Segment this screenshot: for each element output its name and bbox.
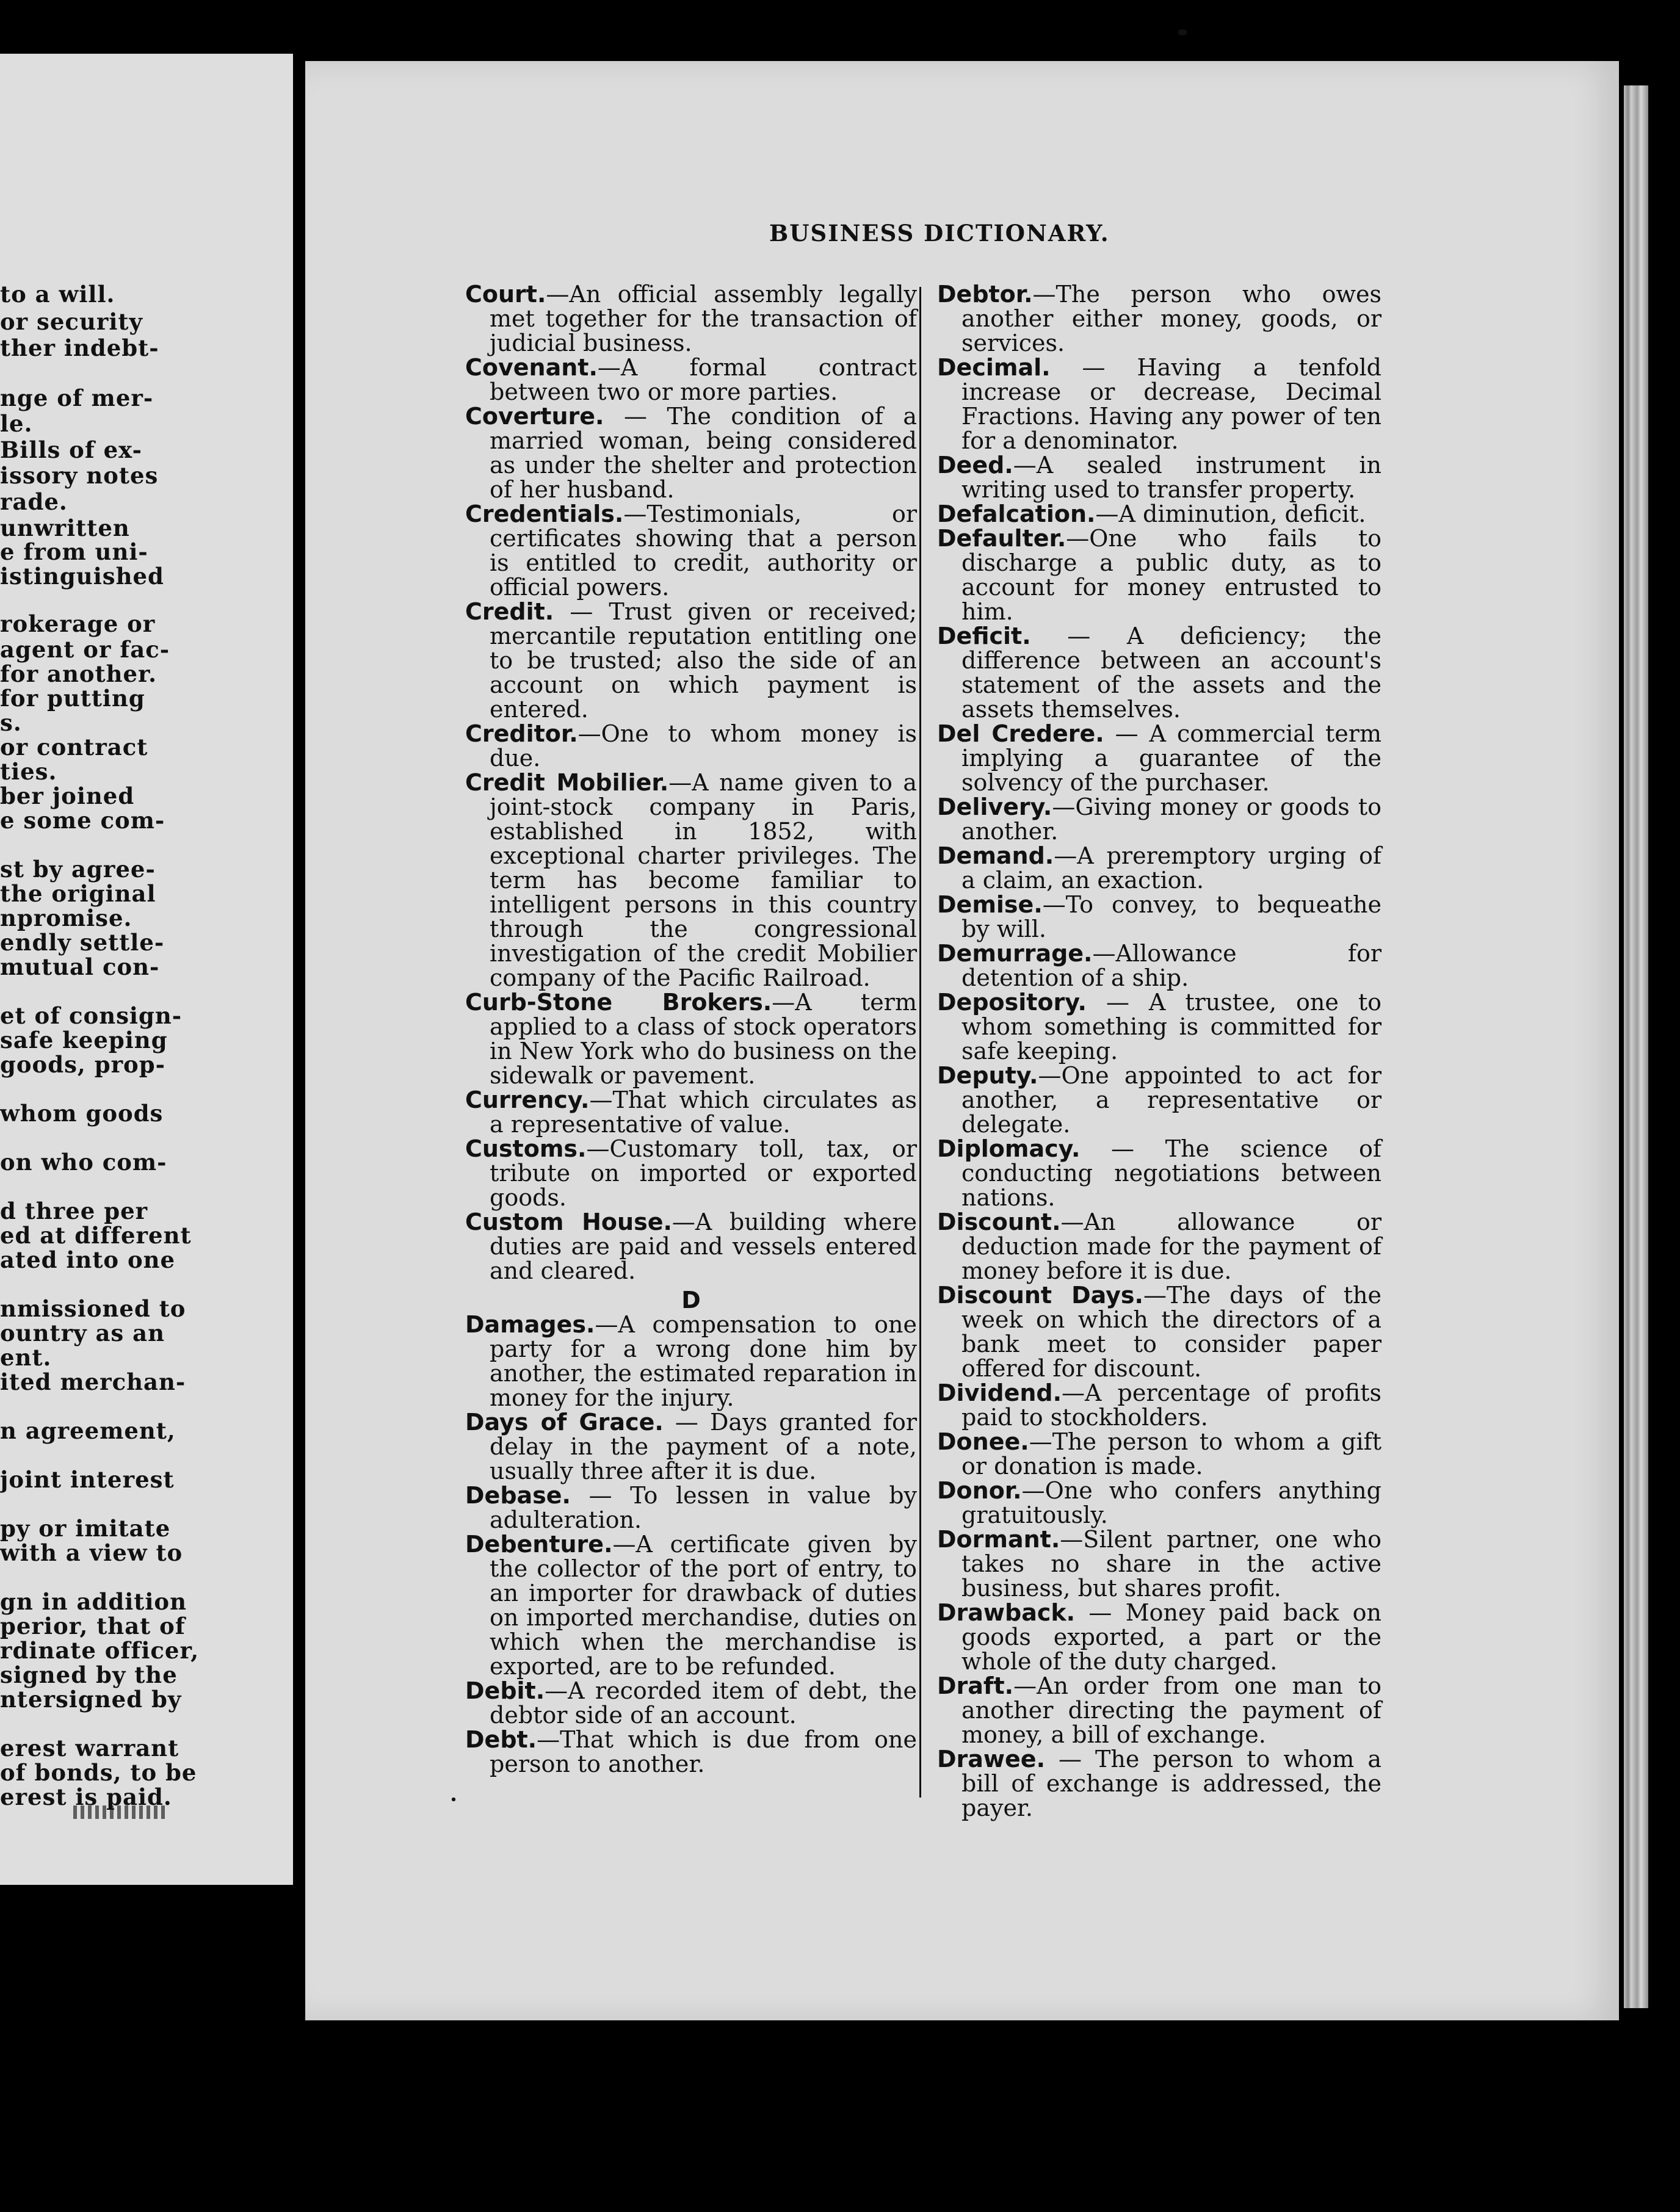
facing-page-line: perior, that of bbox=[0, 1613, 186, 1639]
dictionary-entry bbox=[465, 1483, 917, 1532]
entry-term: Credit. bbox=[465, 598, 554, 625]
entry-term: Discount. bbox=[937, 1209, 1061, 1235]
facing-page-line: for another. bbox=[0, 660, 158, 687]
dictionary-entry bbox=[937, 453, 1381, 502]
facing-page-line: rade. bbox=[0, 488, 68, 515]
entry-definition: —Allowance for detention of a ship. bbox=[961, 940, 1381, 991]
dictionary-entry bbox=[465, 770, 917, 990]
dictionary-entry bbox=[465, 1210, 917, 1283]
dictionary-entry bbox=[937, 1283, 1381, 1381]
entry-term: Dividend. bbox=[937, 1379, 1062, 1406]
dictionary-entry bbox=[937, 1527, 1381, 1600]
facing-page-line: unwritten bbox=[0, 515, 130, 541]
facing-page-line: on who com- bbox=[0, 1149, 167, 1176]
dictionary-entry bbox=[937, 1747, 1381, 1820]
facing-page-line: ent. bbox=[0, 1344, 52, 1371]
entry-definition: — Having a tenfold increase or decrease, Decimal Fractions. Having any power of ten for a denominator. bbox=[961, 354, 1381, 454]
facing-page-line: le. bbox=[0, 410, 33, 437]
dictionary-entry bbox=[937, 624, 1381, 721]
dictionary-entry bbox=[465, 599, 917, 721]
entry-definition: —One appointed to act for another, a representative or delegate. bbox=[961, 1062, 1381, 1138]
entry-term: Drawback. bbox=[937, 1599, 1076, 1626]
dictionary-entry bbox=[465, 1727, 917, 1776]
facing-page-line: e some com- bbox=[0, 807, 165, 834]
dictionary-entry bbox=[465, 1532, 917, 1679]
facing-page-line: npromise. bbox=[0, 905, 132, 931]
entry-term: Delivery. bbox=[937, 793, 1052, 820]
entry-term: Court. bbox=[465, 281, 546, 308]
dictionary-entry bbox=[465, 282, 917, 355]
facing-page-line: ber joined bbox=[0, 783, 135, 809]
entry-definition: —One who fails to discharge a public duty, as to account for money entrusted to him. bbox=[961, 525, 1381, 625]
entry-term: Deficit. bbox=[937, 623, 1031, 649]
entry-term: Currency. bbox=[465, 1086, 590, 1113]
entry-term: Defalcation. bbox=[937, 501, 1096, 527]
entry-term: Deed. bbox=[937, 452, 1013, 479]
facing-page-line: gn in addition bbox=[0, 1588, 187, 1615]
entry-definition: — Money paid back on goods exported, a part or the whole of the duty charged. bbox=[961, 1599, 1381, 1675]
dictionary-entry bbox=[937, 721, 1381, 795]
facing-page-line: for putting bbox=[0, 685, 145, 712]
entry-definition: —That which circulates as a representative of value. bbox=[490, 1086, 917, 1138]
dictionary-entry bbox=[937, 355, 1381, 453]
entry-term: Debenture. bbox=[465, 1531, 613, 1558]
entry-term: Del Credere. bbox=[937, 720, 1104, 747]
facing-page-line: agent or fac- bbox=[0, 636, 170, 663]
entry-definition: — The person to whom a bill of exchange is addressed, the payer. bbox=[961, 1746, 1381, 1821]
left-column bbox=[465, 282, 917, 1776]
dictionary-entry bbox=[937, 892, 1381, 941]
entry-definition: —A formal contract between two or more parties. bbox=[490, 354, 917, 405]
entry-term: Diplomacy. bbox=[937, 1135, 1081, 1162]
facing-page-line: et of consign- bbox=[0, 1002, 183, 1029]
entry-definition: —One to whom money is due. bbox=[490, 720, 917, 772]
facing-page-line: or security bbox=[0, 308, 143, 335]
entry-term: Deputy. bbox=[937, 1062, 1038, 1089]
page-edge-stack bbox=[1624, 85, 1648, 2008]
facing-page-line: goods, prop- bbox=[0, 1051, 165, 1078]
facing-page-line: st by agree- bbox=[0, 856, 156, 883]
dictionary-entry bbox=[937, 1381, 1381, 1429]
entry-definition: —A term applied to a class of stock operators in New York who do business on the sidewalk or pavement. bbox=[490, 989, 917, 1089]
dictionary-entry bbox=[937, 1478, 1381, 1527]
facing-page-line: ountry as an bbox=[0, 1320, 165, 1346]
entry-term: Days of Grace. bbox=[465, 1409, 664, 1436]
entry-definition: —A recorded item of debt, the debtor side of an account. bbox=[490, 1677, 917, 1729]
facing-page-fragment bbox=[0, 54, 293, 1885]
entry-definition: — The condition of a married woman, being considered as under the shelter and protection of her husband. bbox=[490, 403, 917, 503]
entry-definition: —A certificate given by the collector of the port of entry, to an importer for drawback of duties on imported merchandise, duties on which when the merchandise is exported, are to be refunded. bbox=[490, 1531, 917, 1680]
entry-term: Decimal. bbox=[937, 354, 1051, 381]
dictionary-entry bbox=[937, 1063, 1381, 1137]
entry-term: Debtor. bbox=[937, 281, 1033, 308]
facing-page-line: rdinate officer, bbox=[0, 1637, 200, 1664]
dictionary-entry bbox=[937, 1429, 1381, 1478]
entry-definition: —Silent partner, one who takes no share in the active business, but shares profit. bbox=[961, 1526, 1381, 1602]
entry-definition: —Giving money or goods to another. bbox=[961, 793, 1381, 845]
entry-term: Donee. bbox=[937, 1428, 1029, 1455]
entry-definition: — A trustee, one to whom something is committed for safe keeping. bbox=[961, 989, 1381, 1064]
entry-term: Custom House. bbox=[465, 1209, 672, 1235]
dictionary-entry bbox=[937, 1137, 1381, 1210]
entry-definition: —A compensation to one party for a wrong done him by another, the estimated reparation in money for the injury. bbox=[490, 1311, 917, 1411]
entry-term: Credit Mobilier. bbox=[465, 769, 669, 796]
entry-definition: — The science of conducting negotiations between nations. bbox=[961, 1135, 1381, 1211]
entry-definition: —An official assembly legally met together for the transaction of judicial business. bbox=[490, 281, 917, 356]
entry-term: Dormant. bbox=[937, 1526, 1060, 1553]
facing-page-line: rokerage or bbox=[0, 610, 156, 637]
scan-speck bbox=[1178, 29, 1187, 35]
dictionary-entry bbox=[937, 844, 1381, 892]
facing-page-line: n agreement, bbox=[0, 1417, 176, 1444]
dictionary-entry bbox=[937, 282, 1381, 355]
entry-definition: —A building where duties are paid and vessels entered and cleared. bbox=[490, 1209, 917, 1284]
entry-term: Defaulter. bbox=[937, 525, 1066, 552]
entry-definition: — A commercial term implying a guarantee of the solvency of the purchaser. bbox=[961, 720, 1381, 796]
dictionary-entry bbox=[937, 1600, 1381, 1674]
entry-term: Coverture. bbox=[465, 403, 604, 430]
entry-definition: —An allowance or deduction made for the payment of money before it is due. bbox=[961, 1209, 1381, 1284]
entry-term: Debt. bbox=[465, 1726, 537, 1753]
entry-definition: —To convey, to bequeathe by will. bbox=[961, 891, 1381, 942]
dictionary-entry bbox=[465, 1312, 917, 1410]
dictionary-entry bbox=[465, 355, 917, 404]
facing-page-line: of bonds, to be bbox=[0, 1759, 197, 1786]
facing-page-line: ntersigned by bbox=[0, 1686, 182, 1713]
entry-definition: —An order from one man to another directing the payment of money, a bill of exchange. bbox=[961, 1672, 1381, 1748]
dictionary-entry bbox=[937, 990, 1381, 1063]
dictionary-entry bbox=[465, 404, 917, 502]
facing-page-line: with a view to bbox=[0, 1539, 183, 1566]
entry-term: Demand. bbox=[937, 842, 1054, 869]
facing-page-line: py or imitate bbox=[0, 1515, 171, 1542]
entry-definition: — Trust given or received; mercantile reputation entitling one to be trusted; also the side of an account on which payment is entered. bbox=[490, 598, 917, 723]
entry-definition: —A diminution, deficit. bbox=[1095, 501, 1366, 527]
facing-page-line: safe keeping bbox=[0, 1027, 168, 1054]
entry-definition: — To lessen in value by adulteration. bbox=[490, 1482, 917, 1533]
entry-definition: —Testimonials, or certificates showing that a person is entitled to credit, authority or official powers. bbox=[490, 501, 917, 601]
dictionary-entry bbox=[465, 1137, 917, 1210]
facing-page-line: ited merchan- bbox=[0, 1368, 186, 1395]
facing-page-line: joint interest bbox=[0, 1466, 175, 1493]
dictionary-entry bbox=[465, 502, 917, 599]
entry-definition: —A preremptory urging of a claim, an exaction. bbox=[961, 842, 1381, 894]
facing-page-line: erest warrant bbox=[0, 1735, 179, 1762]
facing-page-line: endly settle- bbox=[0, 929, 165, 956]
facing-page-line: ties. bbox=[0, 758, 57, 785]
entry-definition: —The days of the week on which the directors of a bank meet to consider paper offered for discount. bbox=[961, 1282, 1381, 1382]
facing-page-line: to a will. bbox=[0, 281, 115, 308]
dictionary-entry bbox=[465, 1410, 917, 1483]
entry-definition: —The person who owes another either money, goods, or services. bbox=[961, 281, 1381, 356]
dictionary-entry bbox=[937, 1210, 1381, 1283]
entry-definition: —A name given to a joint-stock company in Paris, established in 1852, with exceptional charter privileges. The term has become familiar to intelligent persons in this country through the congressional investigation of the credit Mobilier company of the Pacific Railroad. bbox=[490, 769, 918, 991]
dictionary-entry bbox=[937, 795, 1381, 844]
facing-page-line: Bills of ex- bbox=[0, 436, 142, 463]
entry-term: Curb-Stone Brokers. bbox=[465, 989, 772, 1016]
entry-definition: — A deficiency; the difference between an account's statement of the assets and the assets themselves. bbox=[961, 623, 1381, 723]
facing-page-line: the original bbox=[0, 880, 156, 907]
entry-definition: —Customary toll, tax, or tribute on imported or exported goods. bbox=[490, 1135, 917, 1211]
facing-page-line: mutual con- bbox=[0, 953, 160, 980]
entry-term: Depository. bbox=[937, 989, 1087, 1016]
dictionary-entry bbox=[465, 721, 917, 770]
entry-term: Donor. bbox=[937, 1477, 1022, 1504]
facing-page-line: or contract bbox=[0, 734, 148, 761]
column-divider bbox=[919, 287, 921, 1798]
scan-speck bbox=[452, 1798, 455, 1801]
dictionary-entry bbox=[937, 502, 1381, 526]
entry-term: Demurrage. bbox=[937, 940, 1093, 967]
dictionary-entry bbox=[465, 1088, 917, 1137]
dictionary-entry bbox=[937, 941, 1381, 990]
entry-term: Creditor. bbox=[465, 720, 578, 747]
facing-page-line: nmissioned to bbox=[0, 1295, 186, 1322]
facing-page-line: s. bbox=[0, 709, 22, 736]
entry-term: Debase. bbox=[465, 1482, 571, 1509]
entry-term: Drawee. bbox=[937, 1746, 1046, 1773]
entry-term: Debit. bbox=[465, 1677, 545, 1704]
facing-page-line: nge of mer- bbox=[0, 385, 154, 411]
facing-page-line: erest is paid. bbox=[0, 1784, 172, 1810]
dictionary-entry bbox=[465, 1679, 917, 1727]
entry-term: Discount Days. bbox=[937, 1282, 1143, 1309]
entry-term: Credentials. bbox=[465, 501, 624, 527]
dictionary-entry bbox=[465, 990, 917, 1088]
entry-definition: —A sealed instrument in writing used to transfer property. bbox=[961, 452, 1381, 503]
facing-page-line: signed by the bbox=[0, 1661, 178, 1688]
entry-term: Customs. bbox=[465, 1135, 587, 1162]
facing-page-line: whom goods bbox=[0, 1100, 164, 1127]
facing-page-line: ed at different bbox=[0, 1222, 192, 1249]
facing-page-line: issory notes bbox=[0, 462, 159, 489]
entry-definition: —One who confers anything gratuitously. bbox=[961, 1477, 1381, 1528]
running-header: BUSINESS DICTIONARY. bbox=[769, 220, 1110, 247]
dictionary-entry bbox=[937, 526, 1381, 624]
facing-page-line: d three per bbox=[0, 1198, 148, 1224]
entry-term: Draft. bbox=[937, 1672, 1014, 1699]
entry-term: Damages. bbox=[465, 1311, 595, 1338]
entry-term: Demise. bbox=[937, 891, 1043, 918]
dictionary-entry bbox=[937, 1674, 1381, 1747]
facing-page-line: istinguished bbox=[0, 563, 164, 590]
facing-page-line: ther indebt- bbox=[0, 334, 159, 361]
entry-definition: —A percentage of profits paid to stockholders. bbox=[961, 1379, 1381, 1431]
entry-definition: —The person to whom a gift or donation is made. bbox=[961, 1428, 1381, 1480]
section-letter: D bbox=[681, 1287, 701, 1314]
right-column bbox=[937, 282, 1381, 1820]
facing-page-line: e from uni- bbox=[0, 538, 148, 565]
entry-term: Covenant. bbox=[465, 354, 598, 381]
entry-definition: —That which is due from one person to another. bbox=[490, 1726, 917, 1777]
facing-page-line: ated into one bbox=[0, 1246, 176, 1273]
entry-definition: — Days granted for delay in the payment of a note, usually three after it is due. bbox=[490, 1409, 918, 1484]
